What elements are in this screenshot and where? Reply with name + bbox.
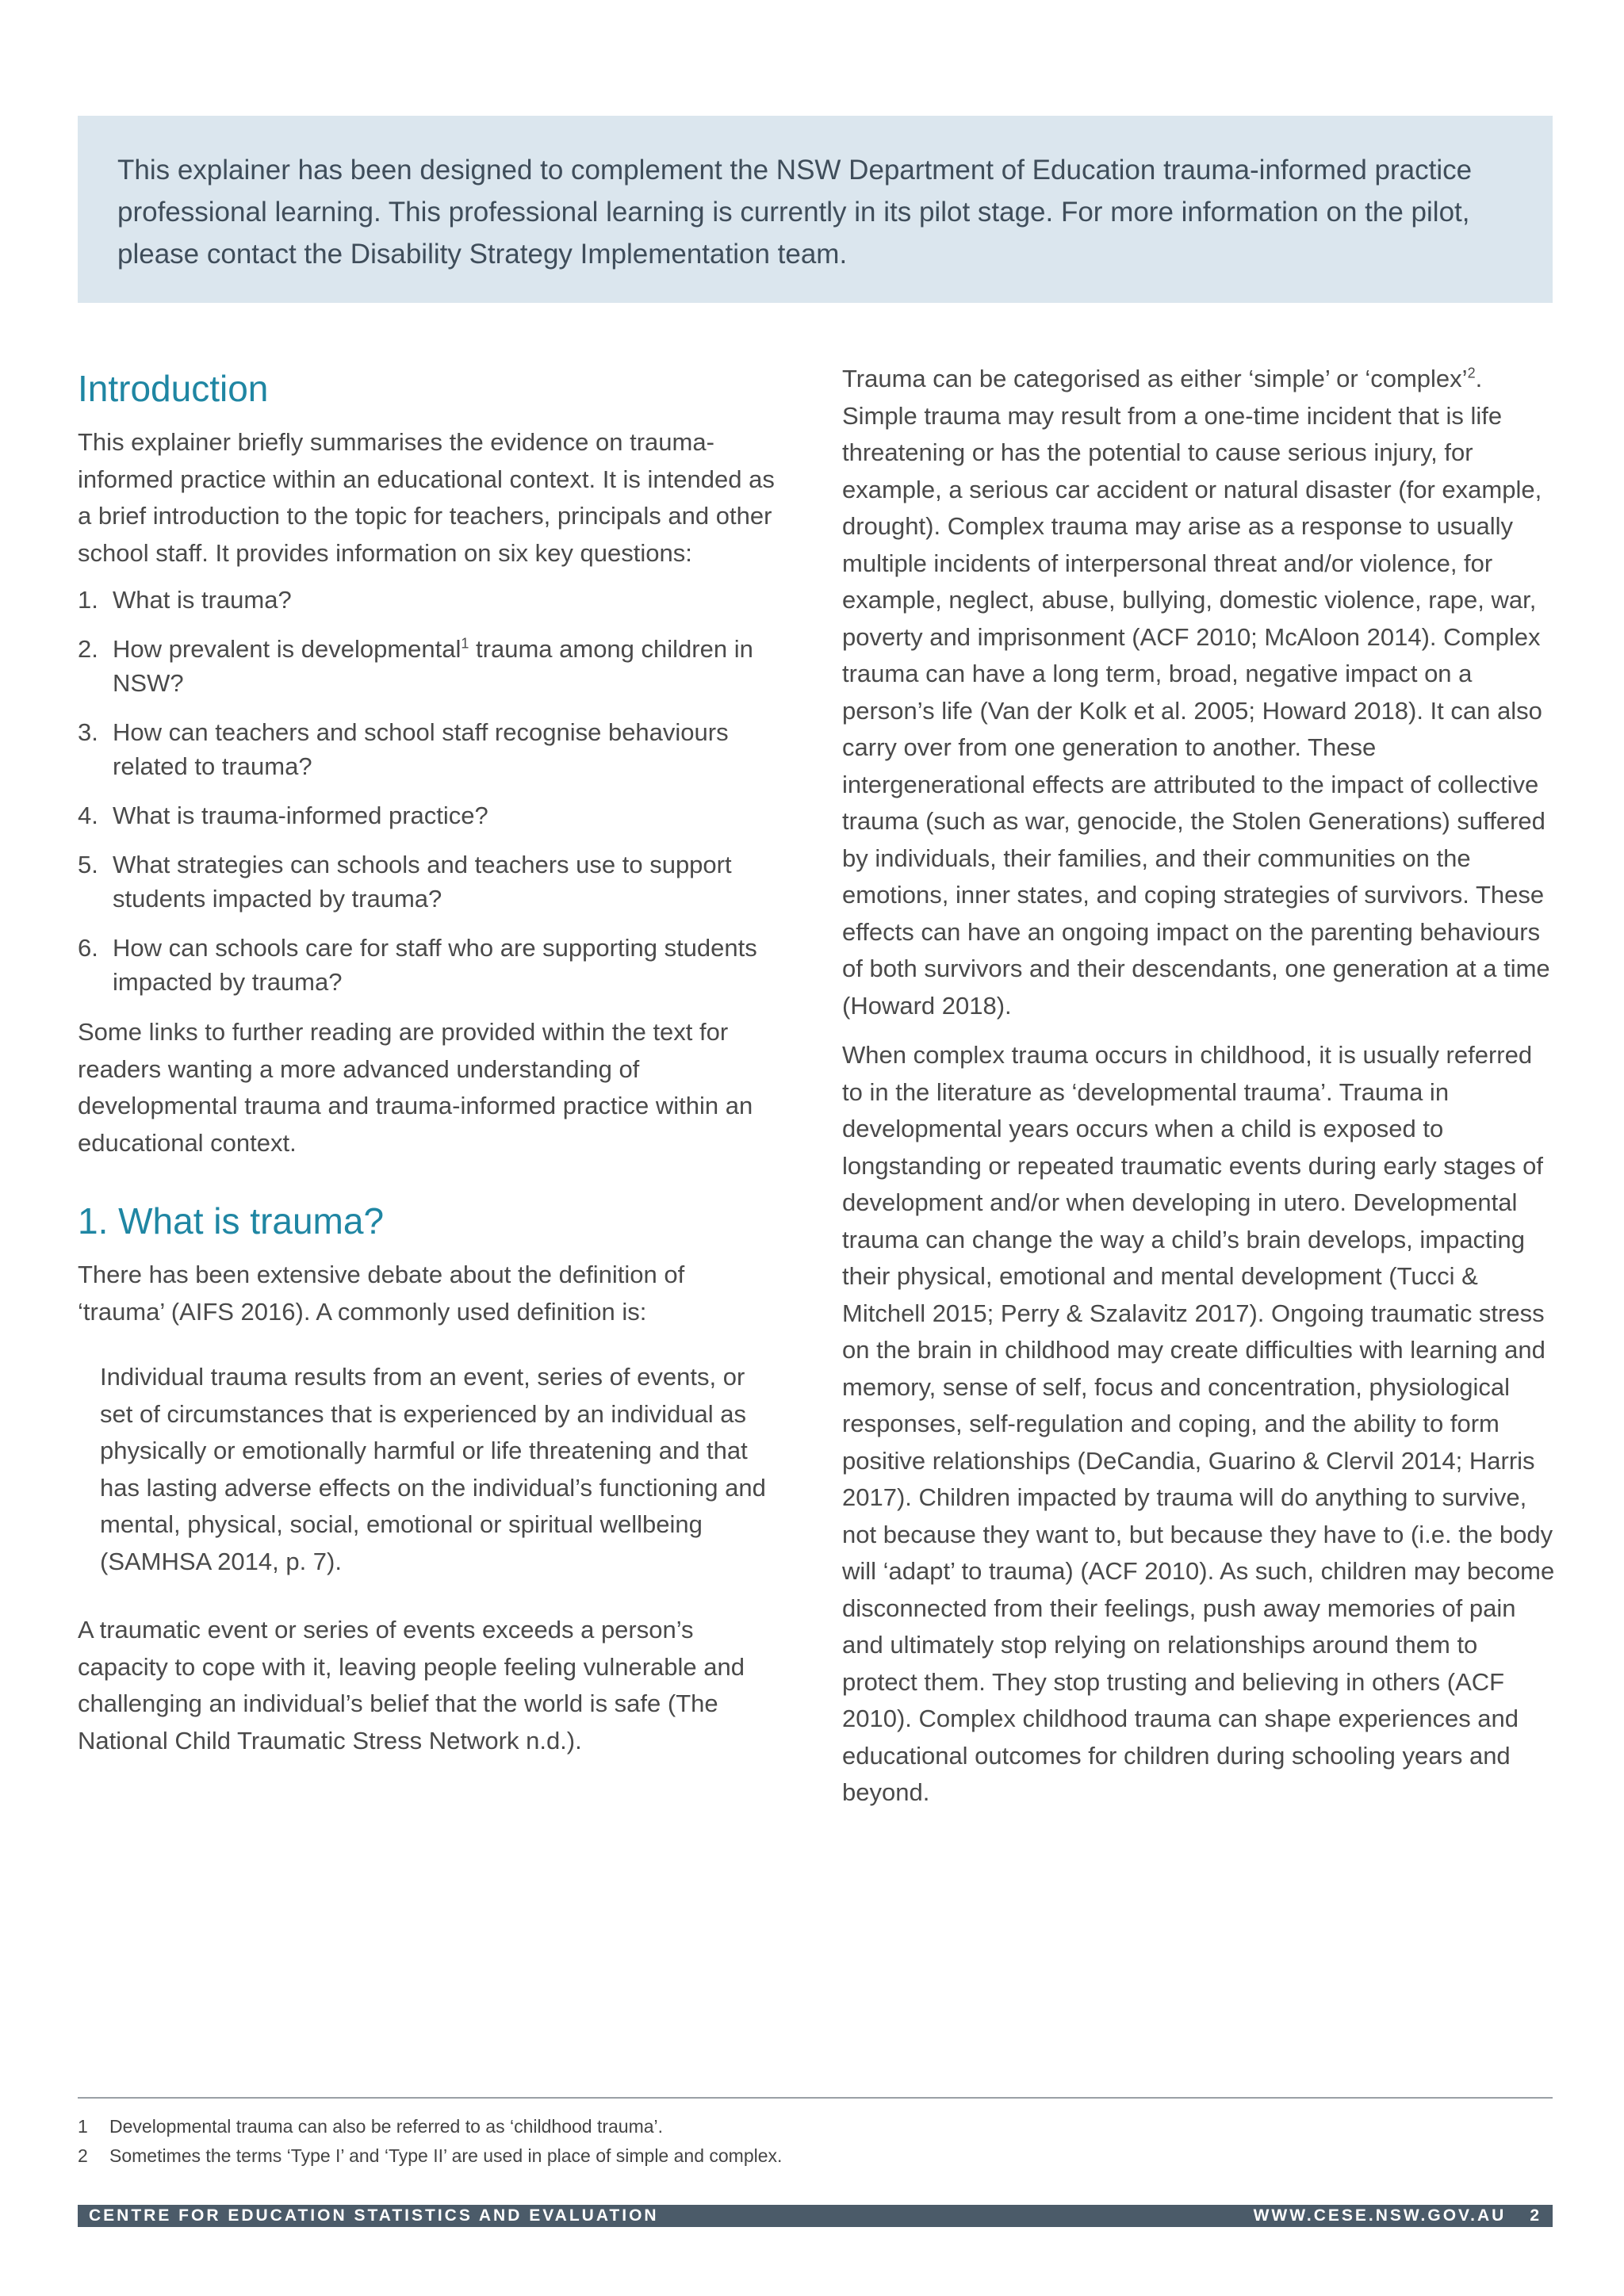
list-text: What is trauma? [113, 586, 292, 614]
list-text: What strategies can schools and teachers use to support students impacted by trauma? [113, 851, 732, 913]
footnote-text: Developmental trauma can also be referred to as ‘childhood trauma’. [109, 2116, 664, 2137]
footnote-number: 2 [78, 2145, 88, 2166]
list-text: trauma among children in NSW? [113, 635, 753, 697]
list-item [78, 632, 776, 700]
list-text: How prevalent is developmental [113, 635, 462, 663]
simple-complex-paragraph [842, 361, 1556, 1024]
footnotes [78, 2112, 1553, 2171]
definition-quote: Individual trauma results from an event, series of events, or set of circumstances that is experienced by an individual as physically or emotionally harmful or life threatening and that has lasting adverse effects on the individual’s functioning and mental, physical, social, emotional or spiritual wellbeing (SAMHSA 2014, p. 7). [100, 1363, 766, 1575]
list-number: 6. [78, 934, 98, 962]
footnote-ref-2: 2 [1467, 365, 1476, 381]
paragraph-text: Trauma can be categorised as either ‘simple’ or ‘complex’ [842, 365, 1468, 392]
list-text: How can teachers and school staff recognise behaviours related to trauma? [113, 718, 729, 780]
footnote-divider [78, 2097, 1553, 2099]
key-questions-list [78, 583, 776, 999]
footnote-1 [78, 2112, 1553, 2141]
footnote-text: Sometimes the terms ‘Type I’ and ‘Type II’ are used in place of simple and complex. [109, 2145, 783, 2166]
page-number: 2 [1530, 2206, 1542, 2225]
intro-paragraph: This explainer briefly summarises the evidence on trauma-informed practice within an educational context. It is intended as a brief introduction to the topic for teachers, principals and other school staff. It provides information on six key questions: [78, 428, 775, 567]
right-column [842, 361, 1556, 1812]
introduction-heading: Introduction [78, 368, 269, 409]
list-item [78, 715, 776, 783]
list-item [78, 848, 776, 916]
footnote-number: 1 [78, 2116, 88, 2137]
traumatic-event-paragraph: A traumatic event or series of events exceeds a person’s capacity to cope with it, leaving people feeling vulnerable and challenging an individual’s belief that the world is safe (The National Child Traumatic Stress Network n.d.). [78, 1616, 745, 1755]
list-number: 1. [78, 586, 98, 614]
list-text: What is trauma-informed practice? [113, 802, 488, 829]
list-item [78, 583, 776, 617]
footnote-2 [78, 2141, 1553, 2171]
list-item [78, 798, 776, 832]
footer-website: WWW.CESE.NSW.GOV.AU [1253, 2206, 1507, 2225]
definition-intro-paragraph: There has been extensive debate about the definition of ‘trauma’ (AIFS 2016). A commonly used definition is: [78, 1261, 685, 1326]
list-number: 2. [78, 635, 98, 663]
footer-organisation: CENTRE FOR EDUCATION STATISTICS AND EVALUATION [89, 2206, 659, 2225]
list-number: 5. [78, 851, 98, 878]
list-number: 4. [78, 802, 98, 829]
list-item [78, 931, 776, 999]
paragraph-text: . Simple trauma may result from a one-time incident that is life threatening or has the potential to cause serious injury, for example, a serious car accident or natural disaster (for example, drought). Complex trauma may arise as a response to usually multiple incidents of interpersonal threat and/or violence, for example, neglect, abuse, bullying, domestic violence, rape, war, poverty and imprisonment (ACF 2010; McAloon 2014). Complex trauma can have a long term, broad, negative impact on a person’s life (Van der Kolk et al. 2005; Howard 2018). It can also carry over from one generation to another. These intergenerational effects are attributed to the impact of collective trauma (such as war, genocide, the Stolen Generations) suffered by individuals, their families, and their communities on the emotions, inner states, and coping strategies of survivors. These effects can have an ongoing impact on the parenting behaviours of both survivors and their descendants, one generation at a time (Howard 2018). [842, 365, 1550, 1020]
list-number: 3. [78, 718, 98, 746]
left-column [78, 361, 776, 1759]
info-callout [78, 116, 1553, 303]
page-footer [78, 2205, 1553, 2227]
developmental-trauma-paragraph: When complex trauma occurs in childhood, it is usually referred to in the literature as ‘developmental trauma’. Trauma in developmental years occurs when a child is exposed to longstanding or repeated traumatic events during early stages of development and/or when developing in utero. Developmental trauma can change the way a child’s brain develops, impacting their physical, emotional and mental development (Tucci & Mitchell 2015; Perry & Szalavitz 2017). Ongoing traumatic stress on the brain in childhood may create difficulties with learning and memory, sense of self, focus and concentration, physiological responses, self-regulation and coping, and the ability to form positive relationships (DeCandia, Guarino & Clervil 2014; Harris 2017). Children impacted by trauma will do anything to survive, not because they want to, but because they have to (i.e. the body will ‘adapt’ to trauma) (ACF 2010). As such, children may become disconnected from their feelings, push away memories of pain and ultimately stop relying on relationships around them to protect them. They stop trusting and believing in others (ACF 2010). Complex childhood trauma can shape experiences and educational outcomes for children during schooling years and beyond. [842, 1041, 1555, 1806]
callout-text: This explainer has been designed to complement the NSW Department of Education trauma-informed practice professional learning. This professional learning is currently in its pilot stage. For more information on the pilot, please contact the Disability Strategy Implementation team. [117, 155, 1473, 270]
what-is-trauma-heading: 1. What is trauma? [78, 1200, 385, 1242]
further-reading-paragraph: Some links to further reading are provided within the text for readers wanting a more advanced understanding of developmental trauma and trauma-informed practice within an educational context. [78, 1018, 753, 1157]
footnote-ref-1: 1 [461, 635, 469, 652]
list-text: How can schools care for staff who are supporting students impacted by trauma? [113, 934, 757, 996]
